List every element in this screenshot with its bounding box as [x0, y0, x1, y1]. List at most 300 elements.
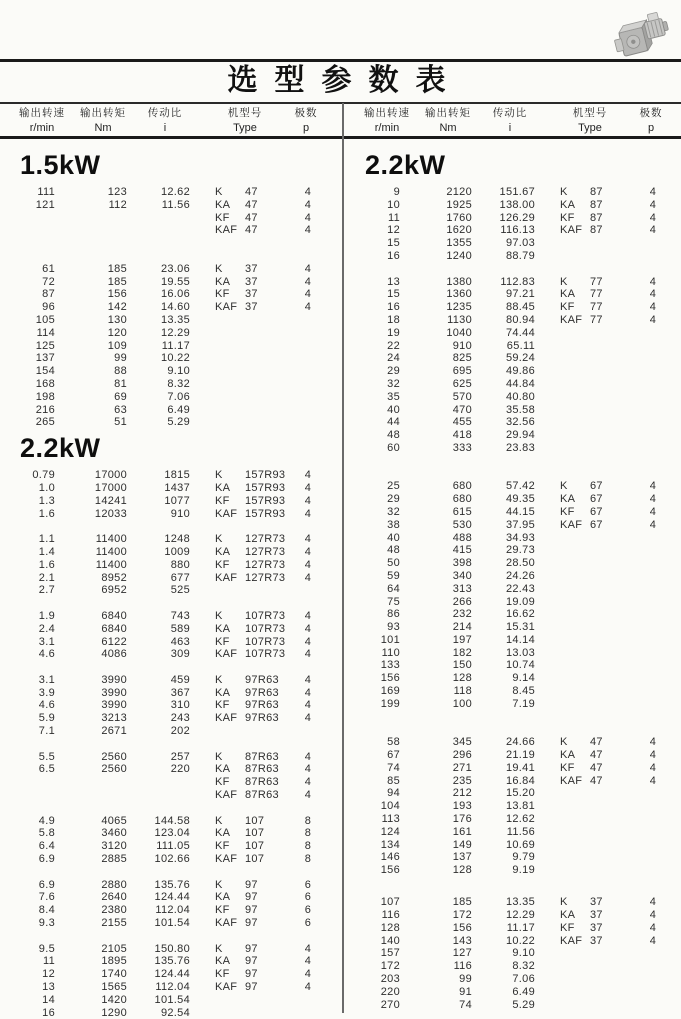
cell-poles: 4: [304, 533, 312, 546]
cell-type-model: 37: [245, 301, 258, 314]
cell-type-prefix: K: [560, 896, 568, 909]
cell-torque: 17000: [94, 469, 127, 482]
table-row: [345, 365, 681, 378]
cell-ratio: 24.26: [505, 569, 535, 582]
table-group: [0, 610, 342, 661]
cell-type-prefix: KAF: [215, 789, 238, 802]
cell-type-prefix: [560, 237, 590, 250]
cell-poles: [638, 327, 668, 340]
table-row: [0, 584, 342, 597]
cell-ratio: 74.44: [505, 326, 535, 339]
cell-ratio: 32.56: [505, 416, 535, 429]
cell-torque: 149: [452, 838, 472, 851]
cell-speed: 8.4: [38, 904, 55, 917]
cell-ratio: 112.04: [155, 981, 190, 994]
table-row: [345, 506, 681, 519]
cell-speed: 3.9: [38, 686, 55, 699]
cell-poles: 4: [649, 934, 657, 947]
cell-speed: 40: [387, 403, 400, 416]
cell-poles: 4: [304, 571, 312, 584]
cell-torque: 232: [452, 608, 472, 621]
cell-speed: 4.9: [38, 814, 55, 827]
cell-torque: 69: [114, 390, 127, 403]
cell-type-prefix: [215, 994, 245, 1007]
cell-type-prefix: [560, 404, 590, 417]
cell-torque: 6952: [101, 584, 127, 597]
cell-ratio: 124.44: [154, 891, 190, 904]
cell-type-prefix: KF: [560, 921, 575, 934]
cell-speed: 12: [42, 968, 55, 981]
cell-gap: [190, 314, 215, 327]
cell-torque: 51: [114, 416, 127, 429]
cell-type-model: 87R63: [245, 750, 279, 763]
cell-type-model: [590, 327, 638, 340]
cell-type-prefix: [560, 973, 590, 986]
cell-type-prefix: KAF: [215, 853, 238, 866]
cell-ratio: 92.54: [160, 1006, 190, 1019]
page-title: 选型参数表: [227, 64, 463, 97]
cell-type-model: 97: [245, 917, 258, 930]
table-row: [0, 340, 342, 353]
cell-gap: [535, 999, 560, 1012]
cell-poles: 4: [304, 955, 312, 968]
header-speed-label: 输出转速: [19, 107, 65, 119]
cell-torque: 128: [452, 864, 472, 877]
cell-ratio: 15.31: [505, 621, 535, 634]
cell-gap: [190, 533, 215, 546]
header-torque-label: 输出转矩: [80, 107, 126, 119]
cell-torque: 2380: [101, 904, 127, 917]
cell-type-prefix: KF: [560, 301, 575, 314]
cell-type-model: 87: [590, 186, 603, 198]
cell-type-prefix: [560, 672, 590, 685]
cell-gap: [190, 891, 215, 904]
cell-gap: [190, 853, 215, 866]
table-row: [345, 826, 681, 839]
cell-poles: 4: [304, 494, 312, 507]
cell-speed: 59: [387, 569, 400, 582]
cell-gap: [190, 815, 215, 828]
section-heading: 1.5kW: [20, 150, 101, 180]
cell-gap: [535, 896, 560, 909]
cell-type-prefix: K: [215, 878, 223, 891]
cell-torque: 2155: [101, 917, 127, 930]
cell-type-model: 97R63: [245, 686, 279, 699]
cell-speed: 134: [380, 838, 400, 851]
header-ratio-label: 传动比: [147, 107, 183, 119]
cell-type-prefix: [560, 800, 590, 813]
cell-type-model: 67: [590, 480, 603, 493]
table-row: [345, 250, 681, 263]
cell-type-prefix: [560, 391, 590, 404]
cell-torque: 1565: [101, 981, 127, 994]
cell-type-prefix: KF: [215, 635, 230, 648]
table-row: [345, 960, 681, 973]
table-row: [0, 815, 342, 828]
cell-gap: [535, 301, 560, 314]
cell-ratio: 589: [170, 622, 190, 635]
cell-type-model: 97R63: [245, 699, 279, 712]
cell-ratio: 144.58: [154, 814, 190, 827]
cell-type-prefix: [560, 557, 590, 570]
cell-ratio: 151.67: [499, 186, 535, 198]
cell-ratio: 24.66: [505, 736, 535, 749]
cell-torque: 2105: [101, 942, 127, 955]
table-row: [345, 493, 681, 506]
cell-gap: [535, 973, 560, 986]
cell-gap: [190, 212, 215, 225]
cell-poles: 4: [649, 896, 657, 909]
cell-torque: 185: [452, 896, 472, 909]
cell-ratio: 743: [170, 609, 190, 622]
cell-poles: 4: [649, 198, 657, 211]
cell-ratio: 9.79: [512, 851, 535, 864]
table-header-band: [0, 102, 681, 139]
cell-poles: [638, 999, 668, 1012]
cell-poles: 4: [649, 313, 657, 326]
table-row: [0, 751, 342, 764]
cell-gap: [535, 909, 560, 922]
cell-type-model: 127R73: [245, 571, 286, 584]
cell-ratio: 309: [170, 648, 190, 661]
cell-type-model: 37: [245, 288, 258, 301]
table-group: [0, 533, 342, 597]
cell-type-model: [590, 621, 638, 634]
cell-type-model: [590, 685, 638, 698]
cell-speed: 9.5: [38, 942, 55, 955]
cell-type-model: 97R63: [245, 712, 279, 725]
cell-type-model: 47: [590, 774, 603, 787]
cell-ratio: 29.73: [505, 544, 535, 557]
table-row: [0, 288, 342, 301]
cell-poles: 4: [304, 275, 312, 288]
cell-type-prefix: [560, 340, 590, 353]
table-row: [345, 532, 681, 545]
table-row: [345, 672, 681, 685]
cell-speed: 157: [380, 947, 400, 960]
table-row: [345, 378, 681, 391]
cell-ratio: 19.55: [160, 275, 190, 288]
table-group: [0, 186, 342, 237]
cell-type-prefix: [560, 544, 590, 557]
table-row: [0, 365, 342, 378]
cell-gap: [190, 495, 215, 508]
cell-type-model: 87R63: [245, 776, 279, 789]
cell-type-model: [245, 391, 293, 404]
table-row: [345, 851, 681, 864]
cell-torque: 6840: [101, 622, 127, 635]
table-row: [345, 736, 681, 749]
cell-ratio: 16.84: [505, 774, 535, 787]
cell-type-model: 47: [245, 198, 258, 211]
cell-gap: [190, 301, 215, 314]
cell-gap: [190, 636, 215, 649]
table-row: [0, 725, 342, 738]
cell-speed: 220: [380, 985, 400, 998]
cell-ratio: 123.04: [154, 827, 190, 840]
cell-poles: 4: [649, 774, 657, 787]
cell-speed: 93: [387, 621, 400, 634]
cell-speed: 4.6: [38, 699, 55, 712]
cell-type-prefix: KAF: [215, 507, 238, 520]
cell-type-model: 67: [590, 505, 603, 518]
cell-speed: [0, 212, 55, 225]
cell-type-prefix: [560, 352, 590, 365]
cell-type-model: 157R93: [245, 469, 286, 482]
cell-ratio: 21.19: [505, 749, 535, 762]
cell-speed: 113: [381, 813, 400, 826]
cell-gap: [190, 994, 215, 1007]
cell-type-model: [590, 999, 638, 1012]
cell-type-model: [590, 659, 638, 672]
table-row: [345, 685, 681, 698]
cell-type-model: [590, 340, 638, 353]
cell-type-model: [245, 378, 293, 391]
cell-torque: 12033: [94, 507, 127, 520]
cell-gap: [535, 506, 560, 519]
cell-ratio: 6.49: [167, 403, 190, 416]
cell-type-prefix: [560, 532, 590, 545]
cell-type-prefix: K: [215, 262, 223, 275]
cell-speed: 50: [387, 557, 400, 570]
header-ratio-unit: i: [163, 122, 167, 134]
cell-torque: 1360: [446, 288, 472, 301]
cell-type-model: 37: [590, 896, 603, 909]
cell-speed: 5.8: [38, 827, 55, 840]
header-poles-unit: p: [647, 122, 655, 134]
cell-speed: 32: [387, 377, 400, 390]
table-group: [0, 943, 342, 1019]
cell-ratio: 9.10: [512, 947, 535, 960]
cell-poles: 6: [304, 917, 312, 930]
table-row: [345, 947, 681, 960]
cell-poles: [638, 698, 668, 711]
cell-poles: [293, 378, 323, 391]
cell-gap: [190, 288, 215, 301]
cell-type-model: [590, 826, 638, 839]
cell-gap: [190, 955, 215, 968]
table-row: [345, 570, 681, 583]
cell-gap: [535, 749, 560, 762]
cell-poles: [638, 672, 668, 685]
cell-torque: 1240: [446, 249, 472, 262]
table-row: [0, 404, 342, 417]
table-row: [0, 648, 342, 661]
cell-gap: [190, 508, 215, 521]
cell-torque: 296: [452, 749, 472, 762]
cell-gap: [535, 570, 560, 583]
cell-torque: 570: [452, 390, 472, 403]
cell-type-model: 77: [590, 313, 603, 326]
cell-type-prefix: [560, 608, 590, 621]
cell-type-model: 47: [590, 736, 603, 749]
cell-gap: [535, 596, 560, 609]
cell-type-prefix: KA: [215, 827, 231, 840]
cell-ratio: 13.35: [160, 313, 190, 326]
cell-ratio: 150.80: [154, 942, 190, 955]
table-row: [345, 749, 681, 762]
cell-torque: 112: [108, 198, 127, 211]
header-torque-label: 输出转矩: [425, 107, 471, 119]
cell-torque: 156: [452, 921, 472, 934]
cell-speed: 60: [387, 441, 400, 454]
cell-type-prefix: [215, 352, 245, 365]
cell-gap: [190, 687, 215, 700]
cell-torque: 418: [452, 429, 472, 442]
cell-type-prefix: [560, 960, 590, 973]
table-row: [0, 469, 342, 482]
cell-ratio: 9.14: [512, 672, 535, 685]
cell-speed: 15: [387, 237, 400, 250]
cell-gap: [535, 583, 560, 596]
cell-torque: 99: [459, 973, 472, 985]
table-row: [0, 776, 342, 789]
cell-speed: 156: [380, 672, 400, 685]
table-row: [345, 186, 681, 199]
cell-type-model: [590, 947, 638, 960]
cell-gap: [190, 482, 215, 495]
cell-torque: 6840: [101, 609, 127, 622]
cell-poles: [293, 725, 323, 738]
header-poles-unit: p: [302, 122, 310, 134]
cell-speed: 48: [387, 429, 400, 442]
cell-poles: 4: [649, 224, 657, 237]
cell-speed: 1.1: [38, 533, 55, 546]
cell-poles: 4: [649, 301, 657, 314]
cell-type-prefix: KF: [215, 699, 230, 712]
cell-ratio: [127, 224, 190, 237]
header-speed-unit: r/min: [29, 122, 55, 134]
cell-speed: 5.9: [38, 712, 55, 725]
cell-speed: 156: [380, 864, 400, 877]
cell-type-prefix: K: [215, 814, 223, 827]
cell-type-model: [590, 404, 638, 417]
cell-poles: 4: [304, 262, 312, 275]
cell-poles: 4: [304, 750, 312, 763]
cell-speed: 216: [35, 403, 55, 416]
cell-gap: [535, 276, 560, 289]
table-row: [345, 775, 681, 788]
cell-type-model: 87: [590, 211, 603, 224]
table-row: [345, 391, 681, 404]
cell-speed: 0.79: [32, 469, 55, 482]
table-row: [0, 763, 342, 776]
table-row: [0, 224, 342, 237]
cell-type-model: 107: [245, 853, 265, 866]
table-group: [345, 480, 681, 710]
header-poles-label: 极数: [639, 107, 663, 119]
cell-torque: 11400: [95, 533, 127, 546]
table-row: [0, 482, 342, 495]
cell-gap: [190, 276, 215, 289]
cell-type-model: [590, 583, 638, 596]
table-row: [345, 896, 681, 909]
cell-speed: 5.5: [38, 750, 55, 763]
cell-gap: [535, 800, 560, 813]
cell-gap: [190, 674, 215, 687]
cell-poles: [638, 352, 668, 365]
table-row: [0, 687, 342, 700]
cell-poles: [638, 596, 668, 609]
cell-torque: 109: [107, 339, 127, 352]
table-row: [0, 994, 342, 1007]
cell-speed: 101: [380, 633, 400, 646]
cell-type-prefix: KA: [560, 749, 576, 762]
cell-poles: 4: [649, 186, 657, 198]
cell-type-model: [590, 698, 638, 711]
cell-type-prefix: K: [560, 186, 568, 198]
cell-type-model: [590, 532, 638, 545]
cell-gap: [535, 647, 560, 660]
cell-gap: [190, 917, 215, 930]
cell-torque: 214: [452, 621, 472, 634]
cell-gap: [535, 404, 560, 417]
table-row: [345, 224, 681, 237]
cell-type-prefix: [215, 314, 245, 327]
cell-poles: 4: [304, 545, 312, 558]
cell-poles: 4: [304, 609, 312, 622]
cell-gap: [535, 839, 560, 852]
cell-speed: 75: [387, 595, 400, 608]
cell-type-prefix: K: [215, 533, 223, 546]
cell-type-prefix: [215, 1007, 245, 1019]
cell-gap: [190, 763, 215, 776]
cell-speed: 12: [387, 224, 400, 237]
cell-poles: 8: [304, 827, 312, 840]
cell-torque: 143: [452, 934, 472, 947]
cell-type-model: [245, 404, 293, 417]
cell-gap: [535, 493, 560, 506]
cell-ratio: 7.06: [512, 973, 535, 985]
cell-speed: 114: [36, 326, 55, 339]
cell-gap: [535, 775, 560, 788]
cell-speed: 96: [42, 301, 55, 314]
cell-speed: 64: [387, 582, 400, 595]
cell-poles: 4: [304, 673, 312, 686]
cell-gap: [535, 429, 560, 442]
cell-type-prefix: KA: [560, 909, 576, 922]
table-row: [0, 623, 342, 636]
cell-gap: [190, 224, 215, 237]
cell-type-model: 77: [590, 288, 603, 301]
cell-type-prefix: K: [215, 469, 223, 482]
cell-type-model: [245, 725, 293, 738]
table-row: [0, 699, 342, 712]
cell-ratio: 1009: [164, 545, 190, 558]
cell-type-prefix: KAF: [215, 648, 238, 661]
table-header-left: [0, 104, 342, 136]
cell-type-model: 97: [245, 891, 258, 904]
cell-gap: [190, 879, 215, 892]
cell-ratio: [127, 212, 190, 225]
cell-torque: 156: [107, 288, 127, 301]
cell-torque: 1355: [446, 237, 472, 250]
cell-type-prefix: [560, 250, 590, 263]
cell-gap: [190, 610, 215, 623]
cell-poles: 4: [304, 211, 312, 224]
cell-gap: [535, 327, 560, 340]
table-row: [0, 968, 342, 981]
cell-poles: [638, 416, 668, 429]
table-row: [0, 276, 342, 289]
table-row: [0, 495, 342, 508]
cell-type-model: [590, 608, 638, 621]
cell-type-prefix: K: [215, 942, 223, 955]
cell-torque: [55, 776, 127, 789]
cell-speed: [0, 789, 55, 802]
cell-gap: [535, 685, 560, 698]
cell-ratio: 97.21: [505, 288, 535, 301]
